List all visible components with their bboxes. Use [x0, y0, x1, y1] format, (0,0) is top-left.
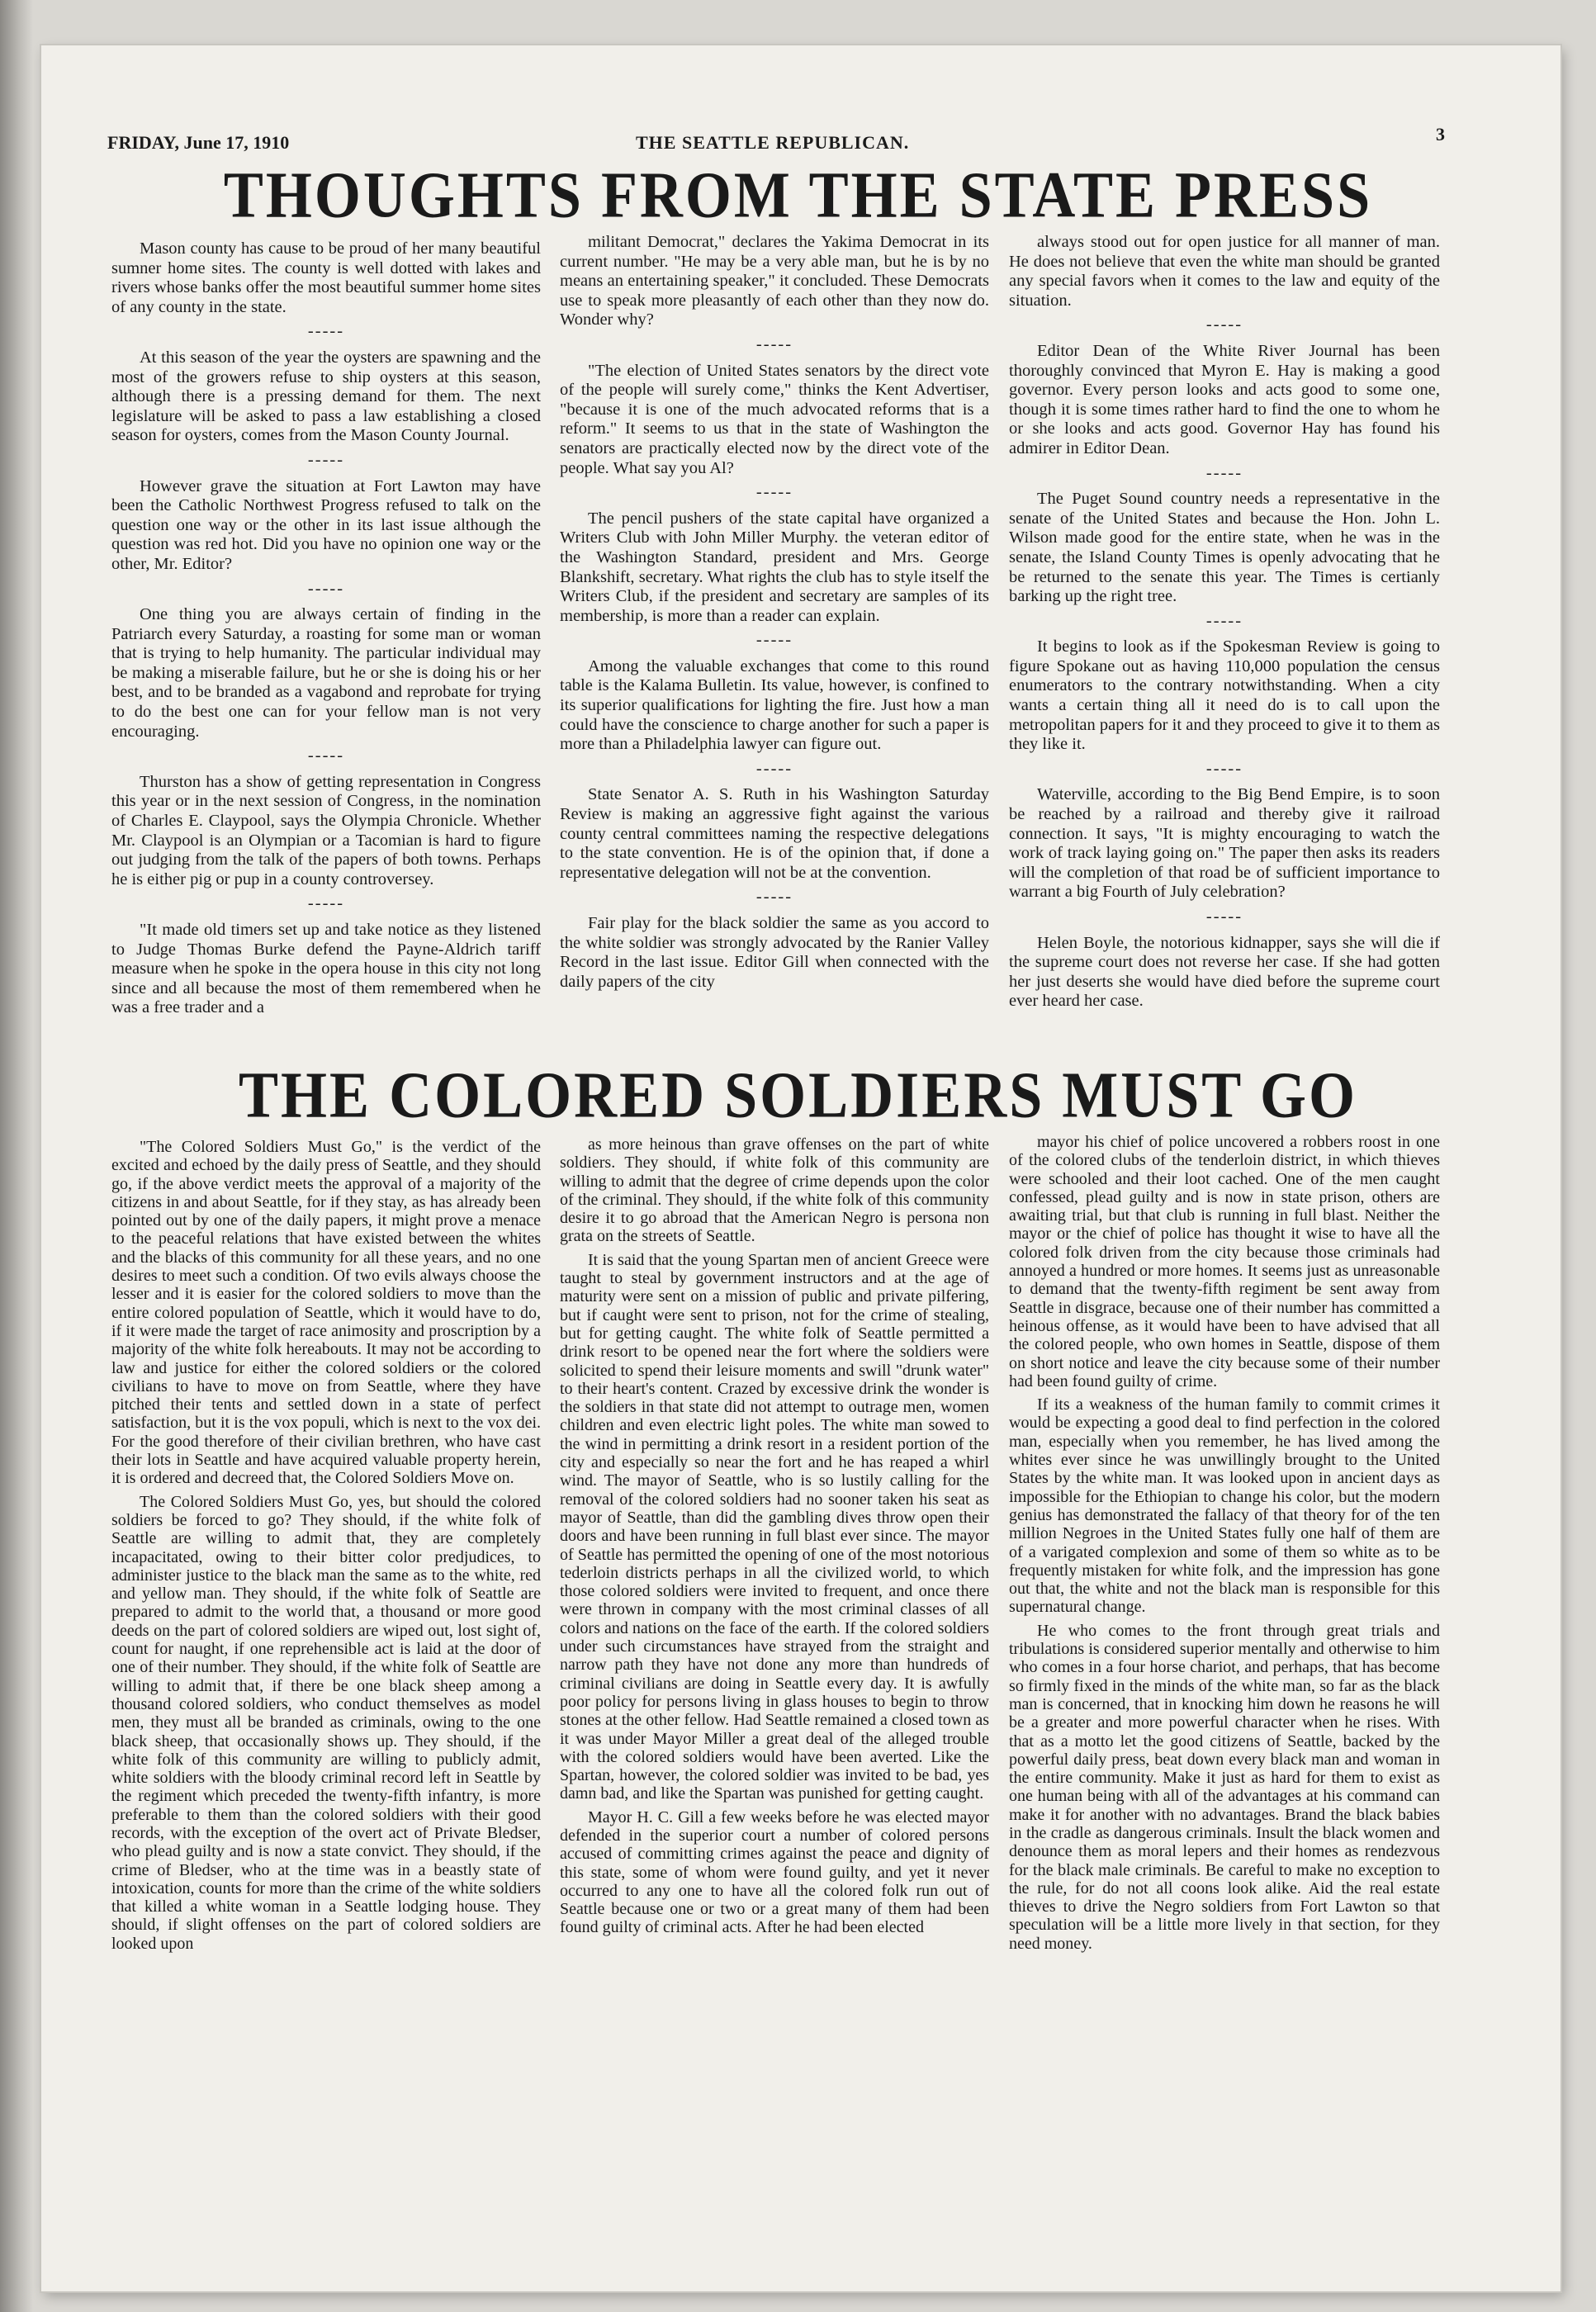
item-separator: -----: [307, 579, 345, 598]
article-paragraph: mayor his chief of police uncovered a robbers roost in one of the colored clubs of the tenderloin district, in which thieves were schooled and their loot cached. One of the men caught confessed, plead guilty and is now in state prison, others are awaiting trial, but that club is running in full blast. Neither the mayor or the chief of police has thought it wise to have all the colored folk driven from the city because those criminals had annoyed a hundred or more homes. It seems just as unreasonable to demand that the twenty-fifth regiment be sent away from Seattle in disgrace, because one of their number has committed a heinous offense, as it would have been to have advised that all the colored people, who own homes in Seattle, dispose of them on short notice and leave the city because some of their number had been found guilty of crime.: [1009, 1133, 1440, 1391]
item-separator: -----: [755, 631, 793, 650]
article-paragraph: The pencil pushers of the state capital have organized a Writers Club with John Miller Murphy. the veteran editor of the Washington Standard, president and Mrs. George Blankshift, secretary. What rights the club has to style itself the Writers Club, if the president and secretary are samples of its membership, is more than a reader can explain.: [560, 509, 989, 625]
article-paragraph: "The election of United States senators by the direct vote of the people will surely come," thinks the Kent Advertiser, "because it is one of the much advocated reforms that is a reform." It seems to us that in the state of Washington the senators are practically elected now by the direct vote of the people. What say you Al?: [560, 361, 989, 477]
item-separator: -----: [307, 894, 345, 913]
article-paragraph: If its a weakness of the human family to commit crimes it would be expecting a good deal to find perfection in the colored man, especially when you remember, he has lived among the whites ever since he was unwillingly brought to the United States by the white man. It was looked upon in ancient days as impossible for the Ethiopian to change his color, but the modern genius has demonstrated the fallacy of that theory for of the ten million Negroes in the United States fully one half of them are of a varigated complexion and some of them so white as to be frequently mistaken for white folk, and the impression has gone out that, the white and not the black man is responsible for this supernatural change.: [1009, 1395, 1440, 1617]
newspaper-name: THE SEATTLE REPUBLICAN.: [636, 132, 910, 153]
article-paragraph: Helen Boyle, the notorious kidnapper, says she will die if the supreme court does not reverse her case. If she had gotten her just deserts she would have died before the supreme court ever heard her case.: [1009, 933, 1440, 1011]
item-separator: -----: [755, 759, 793, 778]
article-paragraph: "It made old timers set up and take notice as they listened to Judge Thomas Burke defend the Payne-Aldrich tariff measure when he spoke in the opera house in this city not long since and all because the most of them remembered when he was a free trader and a: [111, 921, 541, 1017]
page-number: 3: [1436, 124, 1445, 144]
article-paragraph: Editor Dean of the White River Journal has been thoroughly convinced that Myron E. Hay is making a good governor. Every person looks and acts good to some one, though it is some times rather hard to find the one to whom he or she looks and acts good. Governor Hay has found his admirer in Editor Dean.: [1009, 341, 1440, 457]
top-column-3: [1009, 233, 1440, 1023]
top-column-2: [560, 233, 989, 1003]
article-paragraph: It is said that the young Spartan men of ancient Greece were taught to steal by government instructors and at the age of maturity were sent on a mission of public and private pilfering, but if caught were sent to prison, not for the crime of stealing, but for getting caught. The white folk of Seattle permitted a drink resort to be opened near the fort where the soldiers were solicited to spend their leisure moments and swill "drunk water" to their heart's content. Crazed by excessive drink the wonder is the soldiers in that state did not attempt to outrage men, women children and even electric light poles. The white man sowed to the wind in permitting a drink resort in a resident portion of the city and especially so near the fort and he has reaped a whirl wind. The mayor of Seattle, who is so lustily calling for the removal of the colored soldiers had no sooner taken his seat as mayor of Seattle, than did the gambling dives throw open their doors and have been running in full blast ever since. The mayor of Seattle has permitted the opening of one of the most notorious tederloin districts perhaps in all the civilized world, to which those colored soldiers were invited to frequent, and once there were thrown in company with the most criminal classes of all colors and nations on the face of the earth. If the colored soldiers under such circumstances have strayed from the straight and narrow path they have not done any more than hundreds of criminal civilians are doing in Seattle every day. It is awfully poor policy for persons living in glass houses to begin to throw stones at the other fellow. Had Seattle remained a closed town as it was under Mayor Miller a great deal of the alleged trouble with the colored soldiers would have been averted. Like the Spartan, however, the colored soldier was invited to be bad, yes damn bad, and like the Spartan was punished for getting caught.: [560, 1250, 989, 1803]
article-paragraph: However grave the situation at Fort Lawton may have been the Catholic Northwest Progress refused to talk on the question one way or the other in its last issue although the question was red hot. Did you have no opinion one way or the other, Mr. Editor?: [111, 476, 541, 573]
item-separator: -----: [1205, 463, 1243, 482]
article-paragraph: Among the valuable exchanges that come to this round table is the Kalama Bulletin. Its value, however, is confined to its superior qualifications for lighting the fire. Just how a man could have the conscience to charge another for such a paper is more than a Philadelphia lawyer can figure out.: [560, 656, 989, 754]
item-separator: -----: [755, 334, 793, 353]
item-separator: -----: [1205, 611, 1243, 630]
article-paragraph: Waterville, according to the Big Bend Empire, is to soon be reached by a railroad and thereby give it railroad connection. It says, "It is mighty encouraging to watch the work of track laying going on." The paper then asks its readers will the completion of that road be of sufficient importance to warrant a big Fourth of July celebration?: [1009, 785, 1440, 902]
bottom-column-3: [1009, 1133, 1440, 1958]
page-header: [107, 124, 1445, 157]
article-paragraph: Fair play for the black soldier the same as you accord to the white soldier was strongly advocated by the Ranier Valley Record in the last issue. Editor Gill when connected with the daily papers of the city: [560, 914, 989, 991]
bottom-column-2: [560, 1135, 989, 1942]
item-separator: -----: [307, 322, 345, 341]
issue-date: FRIDAY, June 17, 1910: [107, 132, 290, 153]
article-paragraph: "The Colored Soldiers Must Go," is the verdict of the excited and echoed by the daily press of Seattle, and they should go, if the above verdict meets the approval of a majority of the citizens in and about Seattle, for if they stay, as has already been pointed out by one of the daily papers, it might prove a menace to the peaceful relations that have existed between the whites and the blacks of this community for all these years, and no one desires to meet such a condition. Of two evils always choose the lesser and it is easier for the colored soldiers to move than the entire colored population of Seattle, which it would have to do, if it were made the target of race animosity and proscription by a majority of the white folk hereabouts. It may not be according to law and justice for either the colored soldiers or the colored civilians to have to move on from Seattle, where they have pitched their tents and settled down in a state of perfect satisfaction, but it is the vox populi, which is next to the vox dei. For the good therefore of their civilian brethren, who have cast their lots in Seattle and have acquired valuable property herein, it is ordered and decreed that, the Colored Soldiers Move on.: [111, 1138, 541, 1488]
item-separator: -----: [307, 746, 345, 765]
article-paragraph: He who comes to the front through great trials and tribulations is considered superior mentally and otherwise to him who comes in a four horse chariot, and perhaps, that has become so firmly fixed in the minds of the white man, so far as the black man is concerned, that in knocking him down he reasons he will be a greater and more powerful character when he rises. With that as a motto let the good citizens of Seattle, backed by the powerful daily press, beat down every black man and woman in the entire community. Make it just as hard for them to exist as one human being with all of the advantages at his command can make it for another with no advantages. Brand the black babies in the cradle as dangerous criminals. Insult the black women and denounce them as moral lepers and their homes as rendezvous for the black male criminals. Be careful to make no exception to the rule, for do not all coons look alike. Aid the real estate thieves to drive the Negro soldiers from Fort Lawton so that speculation will be a little more lively in that section, for they need money.: [1009, 1621, 1440, 1953]
article-paragraph: The Puget Sound country needs a representative in the senate of the United States and because the Hon. John L. Wilson made good for the entire state, when he was in the senate, the Island County Times is openly advocating that he be returned to the senate this year. The Times is certianly barking up the right tree.: [1009, 490, 1440, 606]
item-separator: -----: [755, 888, 793, 907]
item-separator: -----: [307, 450, 345, 469]
item-separator: -----: [1205, 907, 1243, 926]
headline-state-press: THOUGHTS FROM THE STATE PRESS: [223, 158, 1373, 231]
article-paragraph: Mayor H. C. Gill a few weeks before he was elected mayor defended in the superior court a number of colored persons accused of committing crimes against the peace and dignity of this state, some of whom were found guilty, and yet it never occurred to any one to have all the colored folk run out of Seattle because one or two or a great many of them had been found guilty of criminal acts. After he had been elected: [560, 1807, 989, 1937]
top-column-1: [111, 239, 541, 1030]
item-separator: -----: [1205, 759, 1243, 778]
item-separator: -----: [1205, 315, 1243, 334]
article-paragraph: State Senator A. S. Ruth in his Washington Saturday Review is making an aggressive fight against the various county central committees naming the respective delegations to the state convention. He is of the opinion that, if done a representative delegation will not be at the convention.: [560, 785, 989, 882]
article-paragraph: At this season of the year the oysters are spawning and the most of the growers refuse to ship oysters at this season, although there is a pressing demand for them. The next legislature will be asked to pass a law establishing a closed season for oysters, comes from the Mason County Journal.: [111, 348, 541, 445]
article-paragraph: Thurston has a show of getting representation in Congress this year or in the next session of Congress, in the nomination of Charles E. Claypool, says the Olympia Chronicle. Whether Mr. Claypool is an Olympian or a Tacomian is hard to figure out judging from the talk of the papers of both towns. Perhaps he is either pig or pup in a county controversey.: [111, 772, 541, 888]
article-paragraph: as more heinous than grave offenses on the part of white soldiers. They should, if white folk of this community are willing to admit that the degree of crime depends upon the color of the criminal. They should, if the white folk of this community desire it to go abroad that the American Negro is persona non grata on the streets of Seattle.: [560, 1135, 989, 1246]
binding-edge: [0, 0, 33, 2312]
article-paragraph: One thing you are always certain of finding in the Patriarch every Saturday, a roasting for some man or woman that is trying to help humanity. The particular individual may be making a miserable failure, but he or she is doing his or her best, and to be branded as a vagabond and reprobate for trying to do the best one can for your fellow man is not very encouraging.: [111, 605, 541, 741]
article-paragraph: militant Democrat," declares the Yakima Democrat in its current number. "He may be a very able man, but he is by no means an entertaining speaker," it concluded. These Democrats use to speak more pleasantly of each other than they now do. Wonder why?: [560, 233, 989, 329]
article-paragraph: The Colored Soldiers Must Go, yes, but should the colored soldiers be forced to go? They should, if the white folk of Seattle are willing to admit that, they are completely incapacitated, owing to their bitter color predjudices, to administer justice to the black man the same as to the white, red and yellow man. They should, if the white folk of Seattle are prepared to admit to the world that, a thousand or more good deeds on the part of colored soldiers are wiped out, lost sight of, count for naught, if one reprehensible act is laid at the door of one of their number. They should, if the white folk of Seattle are willing to admit that, if there be one black sheep among a thousand colored soldiers, who conduct themselves as model men, they must all be branded as criminals, owing to the one black sheep, that occasionally shows up. They should, if the white folk of this community are willing to publicly admit, white soldiers with the bloody criminal record left in Seattle by the regiment which preceded the twenty-fifth infantry, is more preferable to them than the colored soldiers with their good records, with the exception of the overt act of Private Bledser, who plead guilty and is now a state convict. They should, if the crime of Bledser, who at the time was in a beastly state of intoxication, counts for more than the crime of the white soldiers that killed a white woman in a Seattle lodging house. They should, if slight offenses on the part of colored soldiers are looked upon: [111, 1492, 541, 1953]
item-separator: -----: [755, 483, 793, 502]
article-paragraph: It begins to look as if the Spokesman Review is going to figure Spokane out as having 110,000 population the census enumerators to the contrary notwithstanding. When a city wants a certain thing all it need do is to call upon the metropolitan papers for it and they proceed to give it to them as they like it.: [1009, 637, 1440, 754]
headline-colored-soldiers: THE COLORED SOLDIERS MUST GO: [239, 1058, 1357, 1131]
bottom-column-1: [111, 1138, 541, 1958]
article-paragraph: always stood out for open justice for all manner of man. He does not believe that even the white man should be granted any special favors when it comes to the law and equity of the situation.: [1009, 233, 1440, 310]
article-paragraph: Mason county has cause to be proud of her many beautiful sumner home sites. The county is well dotted with lakes and rivers whose banks offer the most beautiful summer home sites of any county in the state.: [111, 239, 541, 316]
